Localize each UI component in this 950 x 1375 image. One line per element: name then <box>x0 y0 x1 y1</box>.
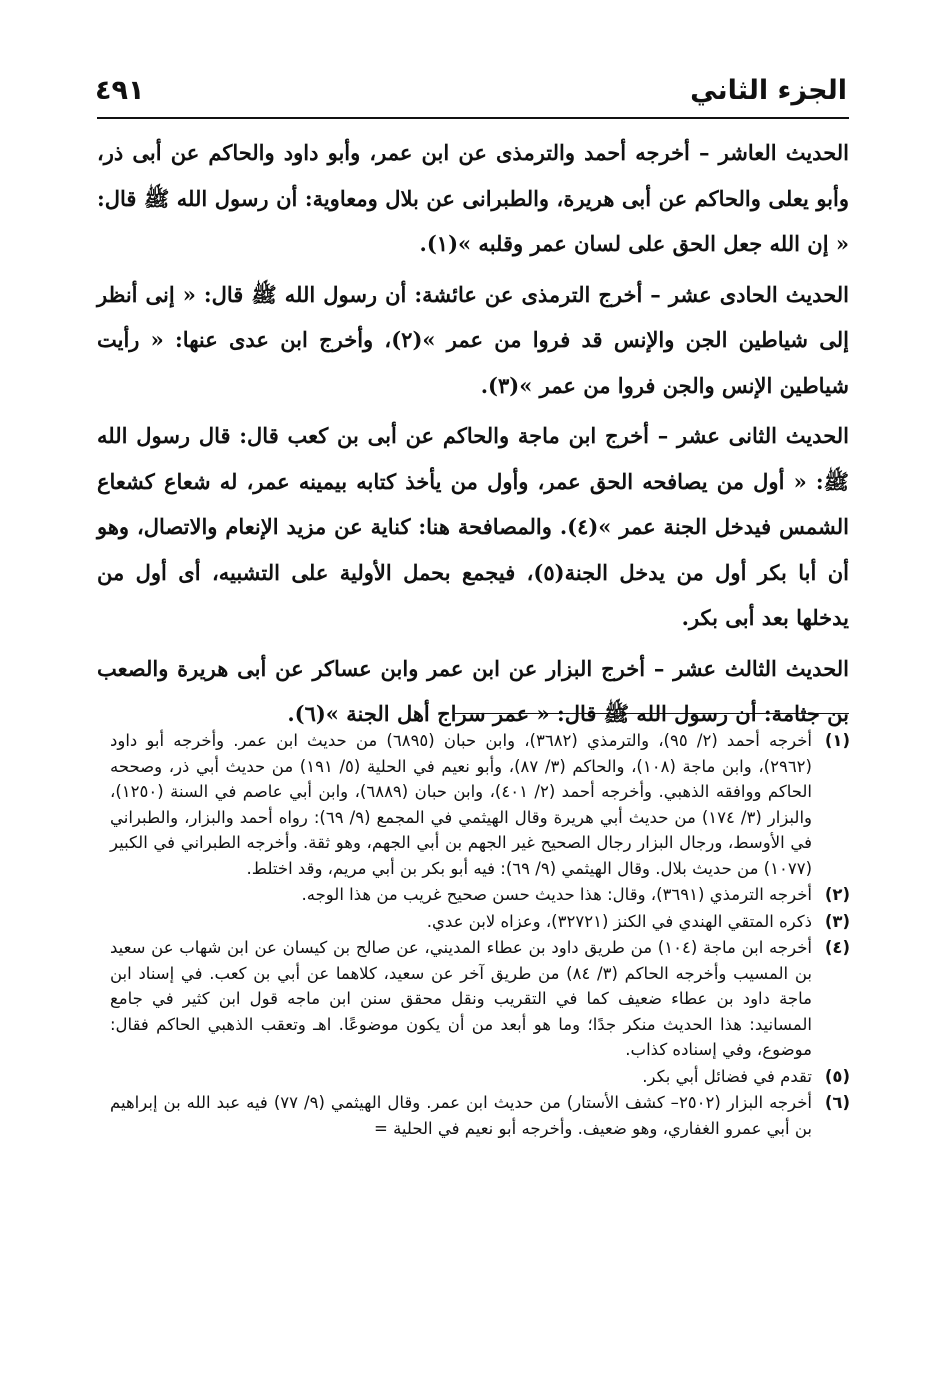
footnote-3 <box>110 909 850 935</box>
main-text <box>97 130 849 742</box>
hadith-paragraph-11: الحديث الحادى عشر – أخرج الترمذى عن عائشة: أن رسول الله ﷺ قال: « إنى أنظر إلى شياطين الجن والإنس قد فروا من عمر »(٢)، وأخرج ابن عدى عنها: « رأيت شياطين الإنس والجن فروا من عمر »(٣). <box>97 281 849 398</box>
footnote-divider <box>455 713 849 714</box>
footnote-text: أخرجه البزار (٢٥٠٢– كشف الأستار) من حديث ابن عمر. وقال الهيثمي (٩/ ٧٧) فيه عبد الله بن إبراهيم بن أبي عمرو الغفاري، وهو ضعيف. وأخرجه أبو نعيم في الحلية = <box>110 1093 813 1138</box>
footnote-text: أخرجه الترمذي (٣٦٩١)، وقال: هذا حديث حسن صحيح غريب من هذا الوجه. <box>301 885 812 904</box>
footnote-number: (٦) <box>824 1093 850 1112</box>
footnote-number: (٢) <box>824 885 850 904</box>
footnote-4 <box>110 935 850 1063</box>
header-divider <box>97 117 849 119</box>
footnote-number: (٣) <box>824 911 850 931</box>
footnote-text: تقدم في فضائل أبي بكر. <box>642 1066 812 1086</box>
footnote-5 <box>110 1064 850 1090</box>
footnote-2 <box>110 882 850 908</box>
hadith-paragraph-13: الحديث الثالث عشر – أخرج البزار عن ابن عمر وابن عساكر عن أبى هريرة والصعب بن جثامة: أن رسول الله ﷺ قال: « عمر سراج أهل الجنة »(٦). <box>97 655 849 726</box>
page-number: ٤٩١ <box>95 75 145 106</box>
footnote-number: (٥) <box>824 1066 850 1086</box>
footnote-1 <box>110 728 850 881</box>
footnote-number: (٤) <box>824 938 850 957</box>
hadith-paragraph-12: الحديث الثانى عشر – أخرج ابن ماجة والحاكم عن أبى بن كعب قال: قال رسول الله ﷺ: « أول من يصافحه الحق عمر، وأول من يأخذ كتابه بيمينه عمر، له شعاع كشعاع الشمس فيدخل الجنة عمر »(٤). والمصافحة هنا: كناية عن مزيد الإنعام والاتصال، وهو أن أبا بكر أول من يدخل الجنة(٥)، فيجمع بحمل الأولية على التشبيه، أى أول من يدخلها بعد أبى بكر. <box>97 423 849 630</box>
hadith-paragraph-10: الحديث العاشر – أخرجه أحمد والترمذى عن ابن عمر، وأبو داود والحاكم عن أبى ذر، وأبو يعلى والحاكم عن أبى هريرة، والطبرانى عن بلال ومعاوية: أن رسول الله ﷺ قال: « إن الله جعل الحق على لسان عمر وقلبه »(١). <box>97 140 849 256</box>
page-header <box>95 62 847 106</box>
footnotes <box>110 728 850 1142</box>
footnote-text: أخرجه ابن ماجة (١٠٤) من طريق داود بن عطاء المديني، عن صالح بن كيسان عن ابن شهاب عن سعيد بن المسيب وأخرجه الحاكم (٣/ ٨٤) من طريق آخر عن سعيد، كلاهما عن أبي بن كعب. في إسناد ابن ماجة داود بن عطاء ضعيف كما في التقريب ونقل محقق سنن ابن ماجه قول ابن كثير في جامع المسانيد: هذا الحديث منكر جدًا؛ وما هو أبعد من أن يكون موضوعًا. اهـ وتعقب الذهبي الحاكم فقال: موضوع، وفي إسناده كذاب. <box>110 938 813 1059</box>
footnote-6 <box>110 1090 850 1141</box>
running-title: الجزء الثاني <box>690 75 847 106</box>
footnote-text: أخرجه أحمد (٢/ ٩٥)، والترمذي (٣٦٨٢)، وابن حبان (٦٨٩٥) من حديث ابن عمر. وأخرجه أبو داود (٢٩٦٢)، وابن ماجة (١٠٨)، والحاكم (٣/ ٨٧)، وأبو نعيم في الحلية (٥/ ١٩١) من حديث أبي ذر، وصححه الحاكم ووافقه الذهبي. وأخرجه أحمد (٢/ ٤٠١)، وابن حبان (٦٨٨٩)، وابن أبي عاصم في السنة (١٢٥٠)، والبزار (٣/ ١٧٤) من حديث أبي هريرة وقال الهيثمي في المجمع (٩/ ٦٩): رواه أحمد والبزار، والطبراني في الأوسط، ورجال البزار رجال الصحيح غير الجهم بن أبي الجهم، وهو ثقة. وأخرجه الطبراني في الكبير (١٠٧٧) من حديث بلال. وقال الهيثمي (٩/ ٦٩): فيه أبو بكر بن أبي مريم، وقد اختلط. <box>110 731 812 878</box>
footnote-number: (١) <box>824 731 850 750</box>
footnote-text: ذكره المتقي الهندي في الكنز (٣٢٧٢١)، وعزاه لابن عدي. <box>426 911 812 931</box>
